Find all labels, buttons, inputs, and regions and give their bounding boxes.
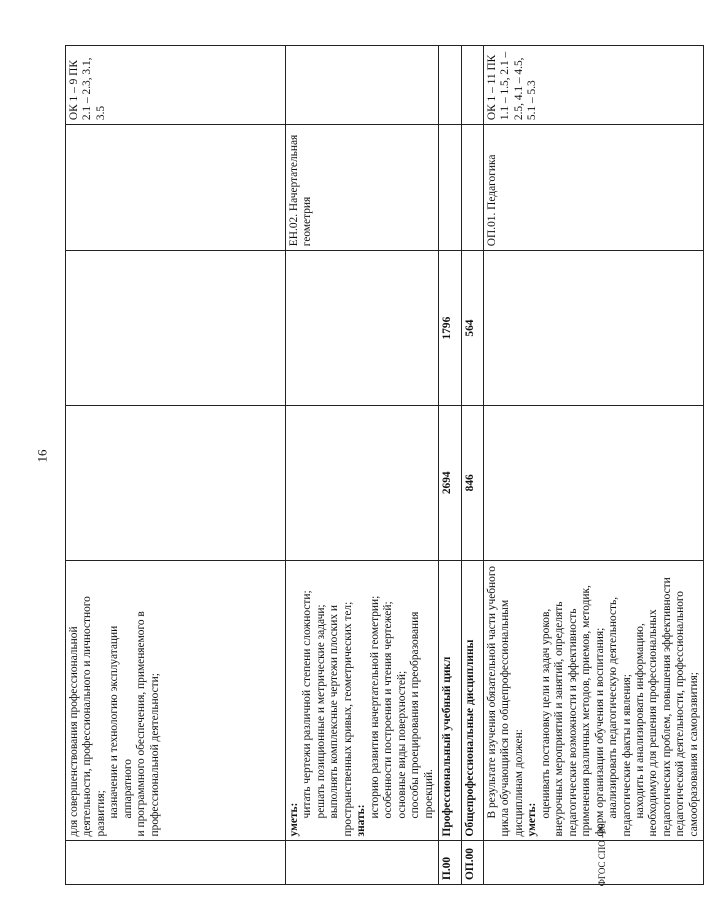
znat-item: особенности построения и чтения чертежей; [382, 601, 395, 819]
desc-line: для совершенствования профессиональной [68, 626, 80, 837]
discipline-cell [438, 125, 461, 251]
umet-label: уметь: [526, 802, 539, 837]
class-hours-cell [66, 251, 286, 406]
class-hours-cell [483, 251, 703, 406]
table-row [461, 46, 483, 885]
umet-item: анализировать педагогическую деятельность, педагогические факты и явления; [607, 596, 633, 837]
table-row [483, 46, 703, 885]
max-hours-cell: 2694 [438, 405, 461, 560]
umet-item: читать чертежи различной степени сложности; [301, 590, 314, 819]
description-cell [286, 560, 439, 841]
max-hours-cell: 846 [461, 405, 483, 560]
umet-item: выполнять комплексные чертежи плоских и [328, 605, 341, 819]
competency-cell [438, 46, 461, 125]
table-row [438, 46, 461, 885]
umet-item: решать позиционные и метрические задачи; [314, 604, 327, 819]
discipline-cell: ЕН.02. Начертательная геометрия [286, 125, 439, 251]
max-hours-cell [286, 405, 439, 560]
umet-label: уметь: [288, 802, 300, 837]
index-cell: П.00 [438, 841, 461, 885]
class-hours-cell [286, 251, 439, 406]
class-hours-cell: 1796 [438, 251, 461, 406]
class-hours-cell: 564 [461, 251, 483, 406]
index-cell [66, 841, 286, 885]
description-cell [66, 560, 286, 841]
max-hours-cell [66, 405, 286, 560]
intro-text: В результате изучения обязательной части учебного цикла обучающийся по общепрофессиональным дисциплинам должен: [485, 566, 525, 837]
footer-code: ФГОС СПО - 06 [597, 823, 608, 887]
cycle-title-cell: Профессиональный учебный цикл [438, 560, 461, 841]
umet-item: пространственных кривых, геометрических тел; [341, 601, 354, 837]
discipline-cell: ОП.01. Педагогика [483, 125, 703, 251]
index-cell: ОП.00 [461, 841, 483, 885]
umet-item: находить и анализировать информацию, необходимую для решения профессиональных педагогических проблем, повышения эффективности педагогической деятельности, профессионального самообразования и саморазвития; [633, 577, 700, 837]
desc-line: развития; [94, 790, 107, 837]
competency-cell [461, 46, 483, 125]
table-row [286, 46, 439, 885]
rotated-table-page [65, 45, 700, 885]
znat-item: историю развития начертательной геометрии; [368, 595, 381, 819]
competency-cell [286, 46, 439, 125]
desc-line: назначение и технологию эксплуатации аппаратного [108, 625, 134, 819]
max-hours-cell [483, 405, 703, 560]
znat-label: знать: [355, 804, 368, 837]
desc-line: деятельности, профессионального и личностного [81, 596, 94, 837]
curriculum-table [65, 45, 704, 885]
table-row [66, 46, 286, 885]
index-cell [286, 841, 439, 885]
znat-item: основные виды поверхностей; [395, 670, 408, 819]
discipline-cell [461, 125, 483, 251]
competency-cell: ОК 1 – 9 ПК 2.1 – 2.3, 3.1, 3.5 [66, 46, 286, 125]
umet-item: оценивать постановку цели и задач уроков, внеурочных мероприятий и занятий, определять педагогические возможности и эффективность применения различных методов, приемов, методик, форм организации обучения и воспитания; [539, 585, 606, 837]
znat-item: способы проецирования и преобразования проекций. [409, 611, 435, 819]
desc-line: и программного обеспечения, применяемого в [135, 611, 148, 837]
page-number: 16 [34, 449, 50, 463]
description-cell [483, 560, 703, 841]
desc-line: профессиональной деятельности; [148, 673, 161, 837]
index-cell [483, 841, 703, 885]
cycle-title-cell: Общепрофессиональные дисциплины [461, 560, 483, 841]
discipline-cell [66, 125, 286, 251]
competency-cell: ОК 1 – 11 ПК 1.1 – 1.5, 2.1 – 2.5, 4.1 – 4.5, 5.1 – 5.3 [483, 46, 703, 125]
